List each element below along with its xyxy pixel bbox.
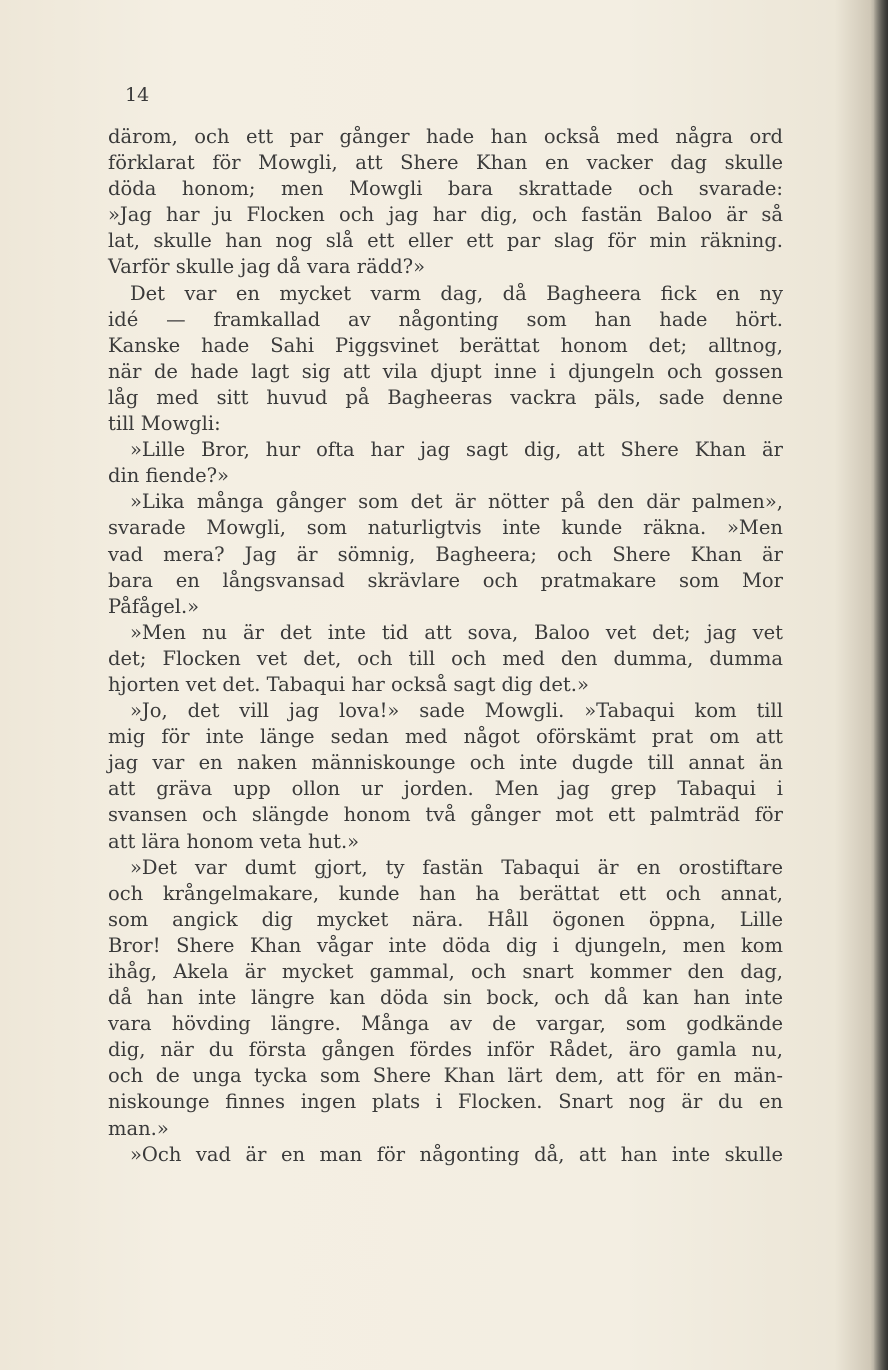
text-line: och de unga tycka som Shere Khan lärt dem, att för en män- xyxy=(108,1064,783,1088)
text-line: till Mowgli: xyxy=(108,412,221,436)
text-line: bara en långsvansad skrävlare och pratmakare som Mor xyxy=(108,568,783,592)
text-line: mig för inte länge sedan med något oförskämt prat om att xyxy=(108,725,783,749)
text-line: låg med sitt huvud på Bagheeras vackra päls, sade denne xyxy=(108,385,783,409)
text-line: »Lille Bror, hur ofta har jag sagt dig, att Shere Khan är xyxy=(130,438,783,462)
text-line: »Jo, det vill jag lova!» sade Mowgli. »Tabaqui kom till xyxy=(130,699,783,723)
text-line: Kanske hade Sahi Piggsvinet berättat honom det; alltnog, xyxy=(108,333,783,357)
text-line: hjorten vet det. Tabaqui har också sagt dig det.» xyxy=(108,672,589,696)
body-text xyxy=(108,124,783,1168)
text-line: det; Flocken vet det, och till och med den dumma, dumma xyxy=(108,646,783,670)
text-line: därom, och ett par gånger hade han också med några ord xyxy=(108,125,783,148)
text-line: dig, när du första gången fördes inför Rådet, äro gamla nu, xyxy=(108,1038,783,1062)
text-line: Varför skulle jag då vara rädd?» xyxy=(108,255,426,279)
text-line: Bror! Shere Khan vågar inte döda dig i djungeln, men kom xyxy=(108,933,783,957)
text-line: »Det var dumt gjort, ty fastän Tabaqui är en orostiftare xyxy=(130,855,783,879)
text-line: och krångelmakare, kunde han ha berättat ett och annat, xyxy=(108,881,783,905)
text-line: »Men nu är det inte tid att sova, Baloo vet det; jag vet xyxy=(130,620,783,644)
text-line: då han inte längre kan döda sin bock, och då kan han inte xyxy=(108,986,783,1010)
text-line: som angick dig mycket nära. Håll ögonen öppna, Lille xyxy=(108,907,783,931)
text-line: lat, skulle han nog slå ett eller ett par slag för min räkning. xyxy=(108,229,783,253)
text-line: svansen och slängde honom två gånger mot ett palmträd för xyxy=(108,803,783,827)
text-line: att lära honom veta hut.» xyxy=(108,829,360,853)
text-line: »Jag har ju Flocken och jag har dig, och fastän Baloo är så xyxy=(108,203,783,227)
text-line: idé — framkallad av någonting som han hade hört. xyxy=(108,307,783,331)
text-line: »Lika många gånger som det är nötter på den där palmen», xyxy=(130,490,783,514)
text-line: vara hövding längre. Många av de vargar, som godkände xyxy=(108,1012,783,1036)
text-line: »Och vad är en man för någonting då, att han inte skulle xyxy=(130,1142,783,1166)
text-line: svarade Mowgli, som naturligtvis inte kunde räkna. »Men xyxy=(108,516,783,540)
text-line: ihåg, Akela är mycket gammal, och snart kommer den dag, xyxy=(108,960,783,983)
text-line: niskounge finnes ingen plats i Flocken. Snart nog är du en xyxy=(108,1090,783,1114)
text-line: när de hade lagt sig att vila djupt inne i djungeln och gossen xyxy=(108,359,783,383)
text-line: Det var en mycket varm dag, då Bagheera fick en ny xyxy=(130,281,783,305)
text-line: döda honom; men Mowgli bara skrattade och svarade: xyxy=(108,177,783,201)
page-edge-shadow xyxy=(874,0,888,1370)
text-line: förklarat för Mowgli, att Shere Khan en vacker dag skulle xyxy=(108,151,783,175)
text-line: Påfågel.» xyxy=(108,594,200,618)
text-line: att gräva upp ollon ur jorden. Men jag grep Tabaqui i xyxy=(108,777,783,801)
text-line: vad mera? Jag är sömnig, Bagheera; och Shere Khan är xyxy=(108,542,783,566)
page-number: 14 xyxy=(125,84,150,106)
text-line: din fiende?» xyxy=(108,464,229,488)
text-line: man.» xyxy=(108,1116,169,1140)
text-line: jag var en naken människounge och inte dugde till annat än xyxy=(108,751,783,775)
